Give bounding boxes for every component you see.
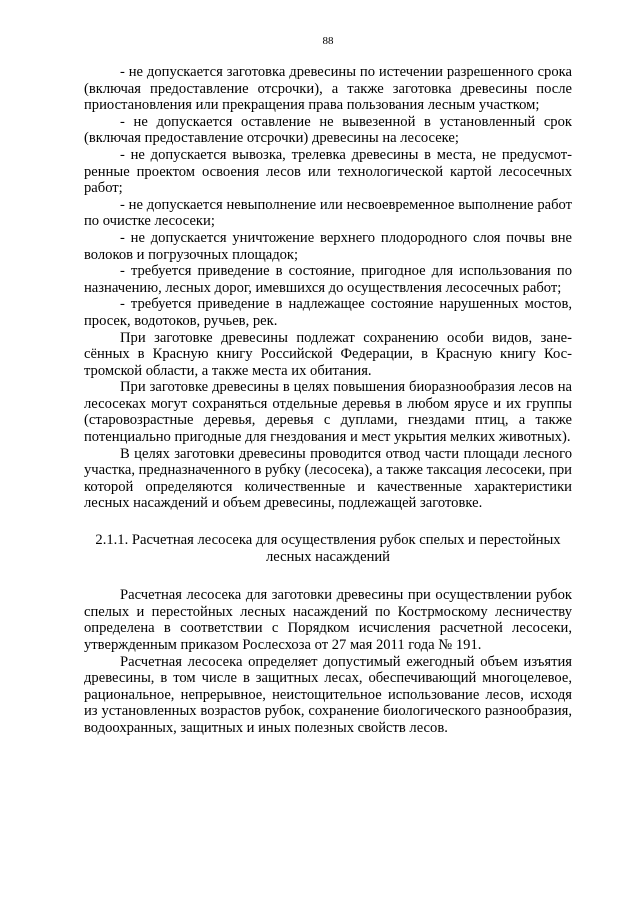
paragraph: - не допускается вывозка, трелевка древесины в места, не предусмотренные проектом освоения лесов или технологической картой лесосечных работ;: [84, 146, 572, 197]
section-heading-line: лесных насаждений: [266, 548, 390, 565]
section-heading: [84, 532, 572, 565]
body-text-bottom: [84, 587, 572, 736]
paragraph: Расчетная лесосека определяет допустимый ежегодный объем изъятия древесины, в том числе в защитных лесах, обеспечивающий многоцелевое, рациональное, непрерывное, неистощительное использование лесов, исходя из установленных возрастов рубок, сохранение биологического разнообразия, водоохранных, защитных и иных полезных свойств лесов.: [84, 653, 572, 736]
paragraph: - не допускается заготовка древесины по истечении разрешенного срока (включая предоставление отсрочки), а также заготовка древесины после приостановления или прекращения права пользования лесным участком;: [84, 64, 572, 114]
body-text-top: [84, 64, 572, 512]
paragraph: При заготовке древесины в целях повышения биоразнообразия лесов на лесосеках могут сохраняться отдельные деревья в любом ярусе и их группы (старовозрастные деревья, деревья с дуплами, гнездами птиц, а также потенциально пригодные для гнездования и мест укрытия мелких животных).: [84, 379, 572, 446]
paragraph: - не допускается невыполнение или несвоевременное выполнение работ по очистке лесосеки;: [84, 196, 572, 230]
page-number: 88: [322, 35, 334, 47]
paragraph: Расчетная лесосека для заготовки древесины при осуществлении рубок спелых и перестойных лесных насаждений по Кострмоскому лесничеству определена в соответствии с Порядком исчисления расчетной лесосеки, утвержденным приказом Рослесхоза от 27 мая 2011 года № 191.: [84, 587, 572, 653]
paragraph: - требуется приведение в надлежащее состояние нарушенных мостов, просек, водотоков, ручьев, рек.: [84, 296, 572, 329]
paragraph: - не допускается оставление не вывезенной в установленный срок (включая предоставление отсрочки) древесины на лесосеке;: [84, 113, 572, 147]
section-heading-line: 2.1.1. Расчетная лесосека для осуществления рубок спелых и перестойных: [95, 532, 561, 549]
paragraph: В целях заготовки древесины проводится отвод части площади лесного участка, предназначенного в рубку (лесосека), а также таксация лесосеки, при которой определяются количественные и качественные характеристики лесных насаждений и объем древесины, подлежащей заготовке.: [84, 445, 572, 512]
paragraph: - требуется приведение в состояние, пригодное для использования по назначению, лесных дорог, имевшихся до осуществления лесосечных работ;: [84, 263, 572, 296]
paragraph: - не допускается уничтожение верхнего плодородного слоя почвы вне волоков и погрузочных площадок;: [84, 229, 572, 263]
paragraph: При заготовке древесины подлежат сохранению особи видов, занесённых в Красную книгу Российской Федерации, в Красную книгу Костромской области, а также места их обитания.: [84, 329, 572, 379]
